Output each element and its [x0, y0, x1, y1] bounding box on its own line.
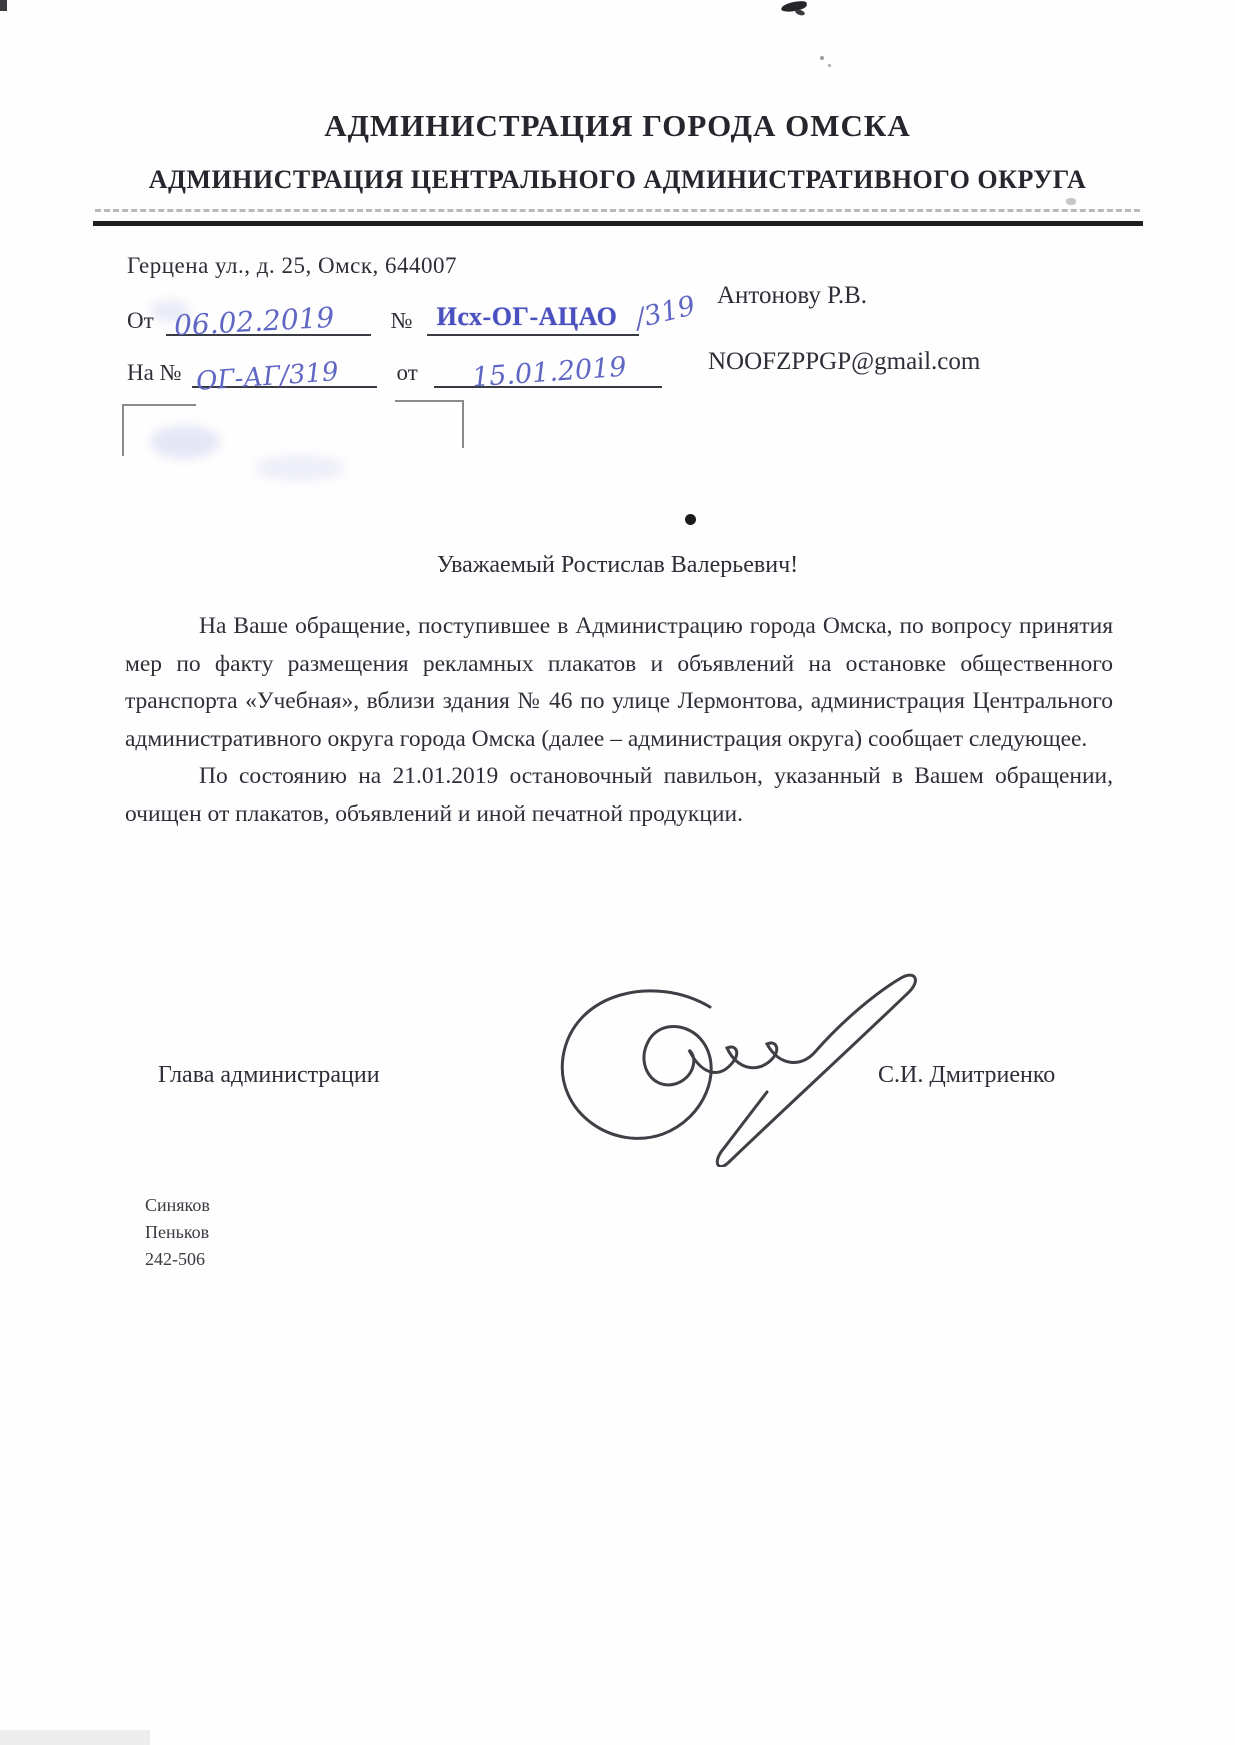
executor-name-1: Синяков — [145, 1195, 210, 1215]
incoming-number-handwritten: ОГ-АГ/319 — [194, 357, 339, 397]
number-label: № — [390, 308, 413, 333]
scan-artifact-ink-mark — [794, 9, 805, 17]
recipient-email: NOOFZPPGP@gmail.com — [708, 348, 981, 375]
recipient-name: Антонову Р.В. — [717, 282, 868, 309]
salutation: Уважаемый Ростислав Валерьевич! — [436, 552, 799, 578]
from-date-field — [166, 300, 371, 343]
letterhead-org-title: АДМИНИСТРАЦИЯ ГОРОДА ОМСКА — [324, 108, 911, 143]
letterhead-rule-thick — [93, 221, 1143, 226]
scan-artifact-speck — [1066, 198, 1076, 205]
reply-date-label: от — [396, 360, 418, 385]
from-date-handwritten: 06.02.2019 — [172, 300, 335, 343]
letter-body — [125, 608, 1113, 833]
scan-artifact-corner — [0, 0, 7, 11]
scan-artifact-dot — [685, 514, 696, 525]
scan-artifact-speck — [820, 56, 824, 60]
scan-artifact-speck — [828, 64, 831, 67]
from-label: От — [127, 308, 154, 333]
reference-line-incoming — [127, 351, 662, 397]
ink-smudge — [255, 455, 345, 481]
sender-address: Герцена ул., д. 25, Омск, 644007 — [127, 253, 458, 278]
reply-label: На № — [127, 360, 182, 385]
signer-name: С.И. Дмитриенко — [878, 1062, 1056, 1088]
incoming-date-field — [434, 351, 662, 394]
address-window-corner-right — [395, 400, 464, 448]
ink-smudge — [150, 300, 190, 322]
outgoing-number-suffix-handwritten: /319 — [631, 290, 699, 335]
incoming-number-field — [192, 352, 377, 397]
letterhead-org-subtitle: АДМИНИСТРАЦИЯ ЦЕНТРАЛЬНОГО АДМИНИСТРАТИВНОГО ОКРУГА — [148, 165, 1087, 194]
executor-phone: 242-506 — [145, 1249, 205, 1269]
body-paragraph-2: По состоянию на 21.01.2019 остановочный павильон, указанный в Вашем обращении, очищен от плакатов, объявлений и иной печатной продукции. — [125, 763, 1113, 827]
scan-artifact-shade — [0, 1730, 150, 1745]
signer-title: Глава администрации — [158, 1062, 380, 1088]
body-paragraph-1: На Ваше обращение, поступившее в Администрацию города Омска, по вопросу принятия мер по факту размещения рекламных плакатов и объявлений на остановке общественного транспорта «Учебная», вблизи здания № 46 по улице Лермонтова, администрация Центрального административного округа города Омска (далее – администрация округа) сообщает следующее. — [125, 613, 1113, 752]
ink-smudge — [150, 425, 220, 459]
letterhead-rule-thin — [95, 209, 1140, 212]
outgoing-number-stamp: Исх-ОГ-АЦАО — [436, 302, 618, 331]
reference-line-outgoing — [127, 290, 699, 343]
incoming-date-handwritten: 15.01.2019 — [470, 351, 628, 394]
executor-name-2: Пеньков — [145, 1222, 210, 1242]
outgoing-number-field — [427, 290, 699, 336]
executor-block — [145, 1192, 210, 1273]
